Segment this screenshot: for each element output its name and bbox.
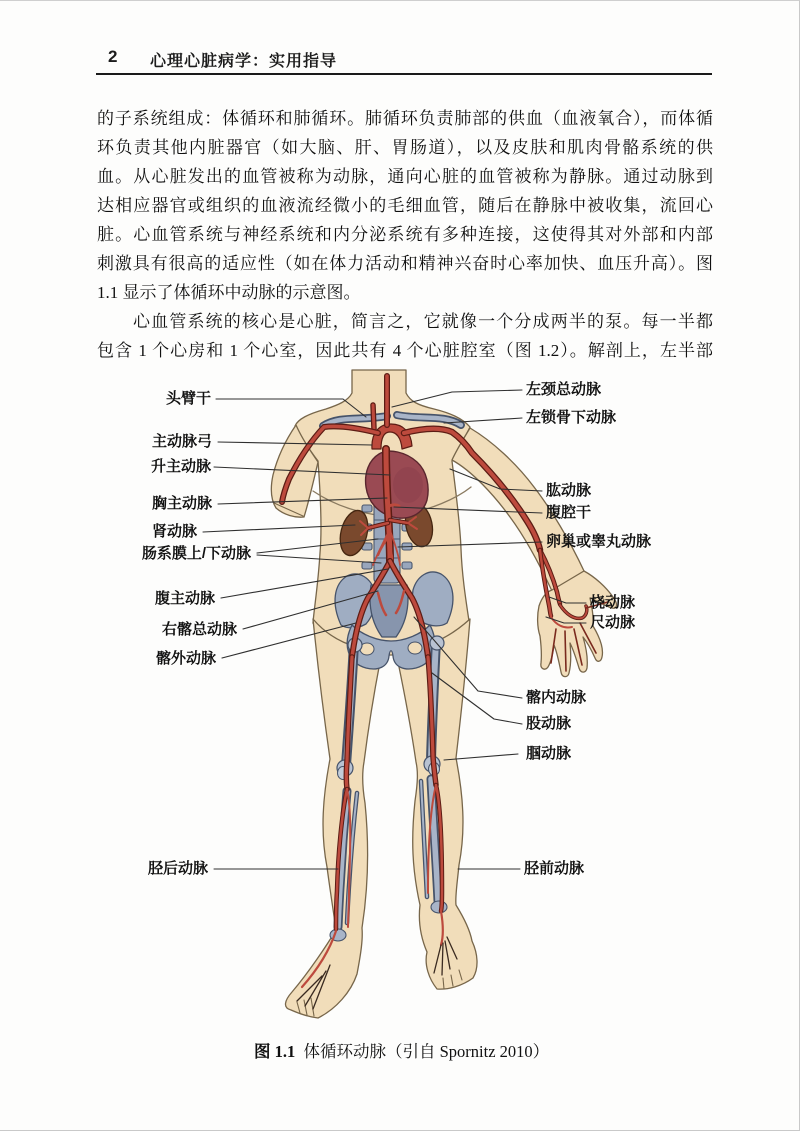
figure-label-ulnar-artery: 尺动脉 [590,614,636,631]
figure-label-femoral-artery: 股动脉 [526,715,572,732]
figure-label-left-subclavian-artery: 左锁骨下动脉 [526,409,617,426]
figure-label-renal-artery: 肾动脉 [151,523,197,540]
figure-label-mesenteric-arteries: 肠系膜上/下动脉 [141,545,251,562]
figure-label-aortic-arch: 主动脉弓 [151,433,212,450]
figure-label-external-iliac-artery: 髂外动脉 [155,650,216,667]
figure-label-radial-artery: 桡动脉 [590,594,636,611]
figure-caption [254,1038,549,1062]
body-text-line: 血。从心脏发出的血管被称为动脉，通向心脏的血管被称为静脉。通过动脉到 [97,167,713,186]
body-text-line: 1.1 显示了体循环中动脉的示意图。 [97,283,361,302]
figure-label-ovarian-or-testicular-artery: 卵巢或睾丸动脉 [546,533,652,550]
figure-label-posterior-tibial-artery: 胫后动脉 [147,860,208,877]
figure-label-internal-iliac-artery: 髂内动脉 [526,689,587,706]
body-text-line: 脏。心血管系统与神经系统和内分泌系统有多种连接，这使得其对外部和内部 [97,225,713,244]
body-text-line: 环负责其他内脏器官（如大脑、肝、胃肠道），以及皮肤和肌肉骨骼系统的供 [97,138,713,157]
figure-label-anterior-tibial-artery: 胫前动脉 [524,860,585,877]
body-text-line: 包含 1 个心房和 1 个心室，因此共有 4 个心脏腔室（图 1.2）。解剖上，左半部 [97,341,713,360]
figure-label-popliteal-artery: 腘动脉 [526,745,572,762]
figure-label-ascending-aorta: 升主动脉 [150,458,211,475]
body-text-line: 达相应器官或组织的血液流经微小的毛细血管，随后在静脉中被收集，流回心 [97,196,713,215]
figure-label-brachial-artery: 肱动脉 [546,482,592,499]
figure-label-right-common-iliac-artery: 右髂总动脉 [161,621,237,638]
figure-label-celiac-trunk: 腹腔干 [546,504,592,521]
body-text-line: 心血管系统的核心是心脏，简言之，它就像一个分成两半的泵。每一半都 [133,312,713,331]
body-text-line: 的子系统组成：体循环和肺循环。肺循环负责肺部的供血（血液氧合），而体循 [97,109,713,128]
figure-label-abdominal-aorta: 腹主动脉 [154,590,215,607]
figure-caption-label: 图 1.1 [254,1042,296,1061]
page-number: 2 [108,47,118,66]
anatomy-illustration [0,1,800,1131]
running-title: 心理心脏病学：实用指导 [150,53,338,70]
figure-label-thoracic-aorta: 胸主动脉 [151,495,212,512]
body-text-line: 刺激具有很高的适应性（如在体力活动和精神兴奋时心率加快、血压升高）。图 [97,254,713,273]
figure-caption-text: 体循环动脉（引自 Spornitz 2010） [303,1042,550,1061]
figure-label-left-common-carotid-artery: 左颈总动脉 [526,381,602,398]
figure-label-brachiocephalic-trunk: 头臂干 [165,390,211,407]
